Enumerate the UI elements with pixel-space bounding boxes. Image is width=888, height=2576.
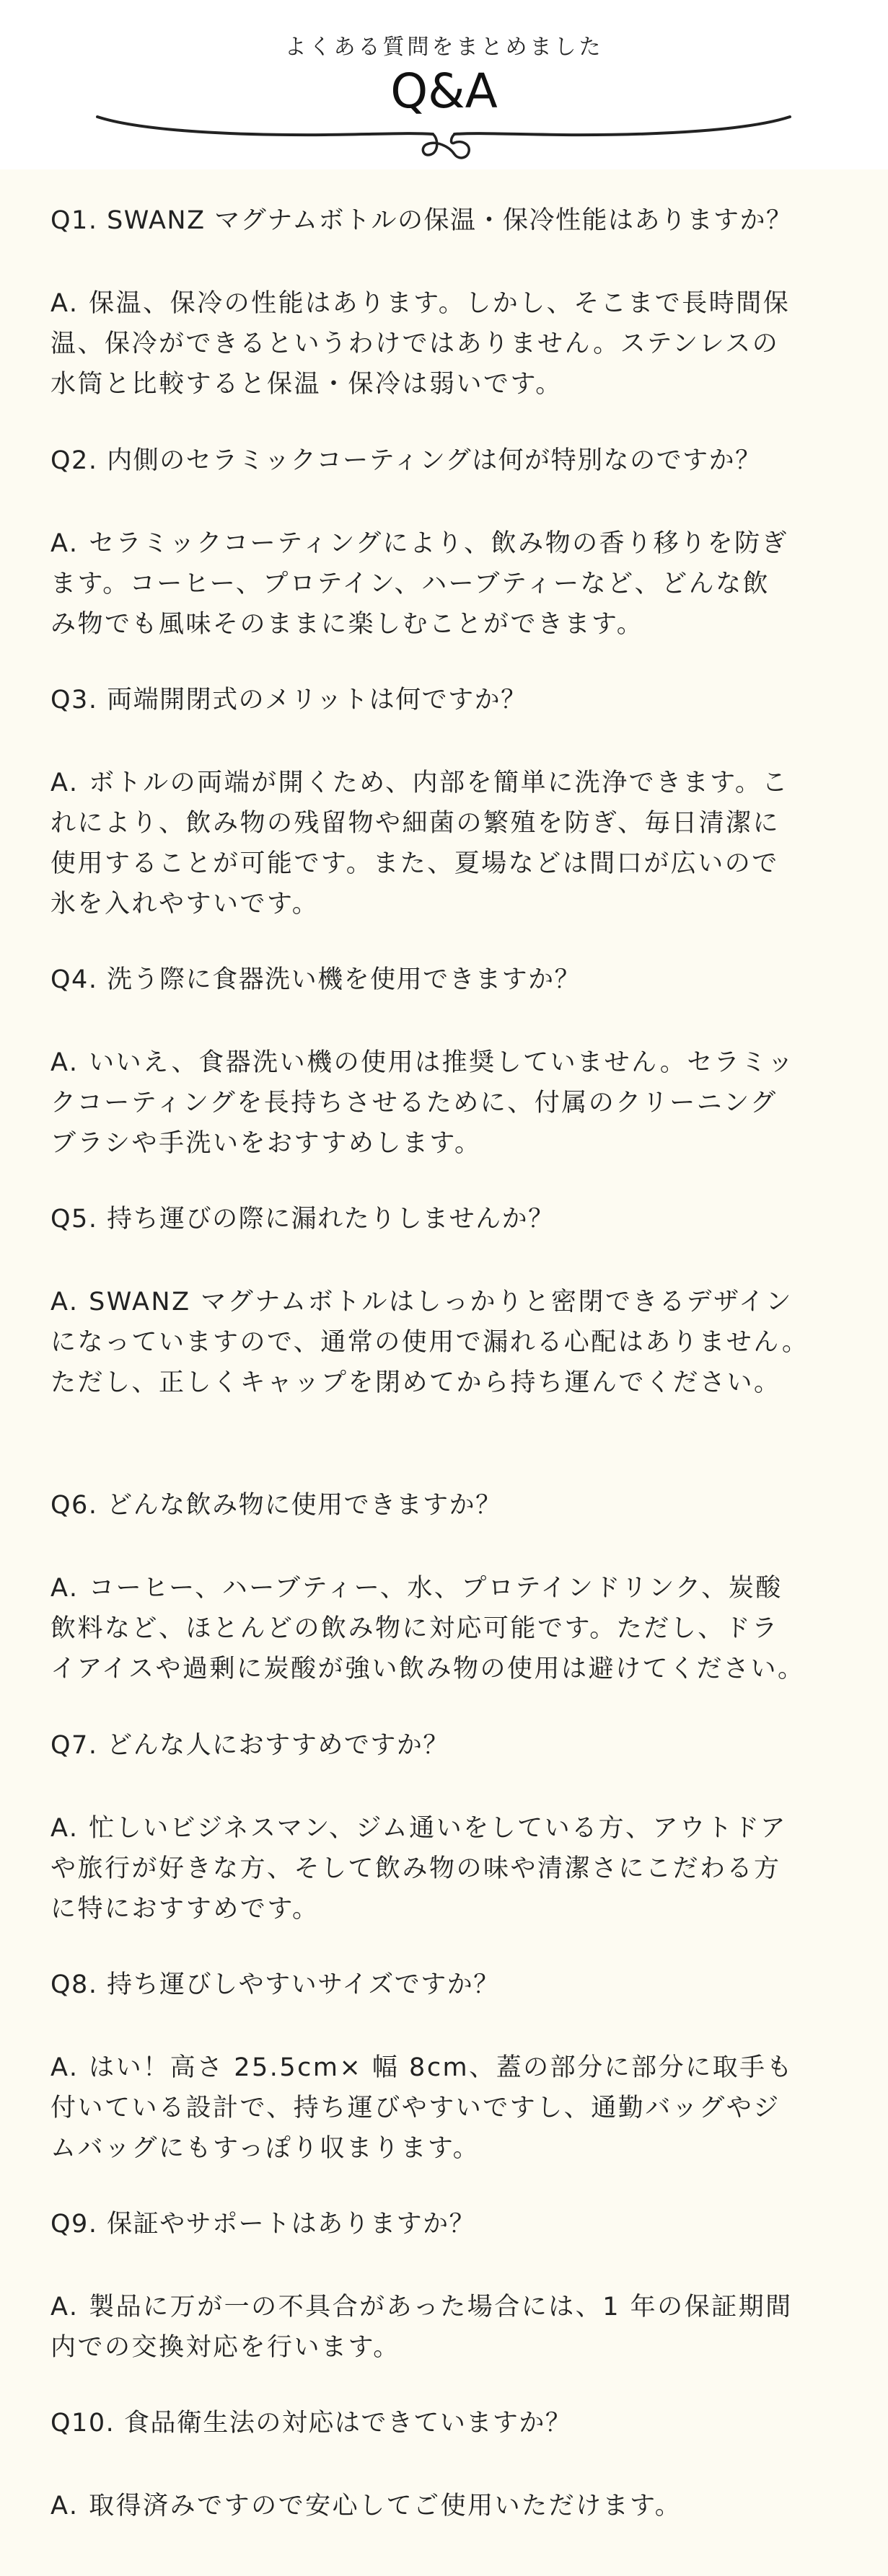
question-5: Q5. 持ち運びの際に漏れたりしませんか？	[50, 1205, 555, 1234]
qa-item-4	[50, 961, 844, 1158]
question-8: Q8. 持ち運びしやすいサイズですか？	[50, 1970, 500, 1999]
answer-1-line: 水筒と比較すると保温・保冷は弱いです。	[50, 370, 563, 399]
question-3: Q3. 両端開閉式のメリットは何ですか？	[50, 686, 527, 714]
answer-6-line: 飲料など、ほとんどの飲み物に対応可能です。ただし、ドラ	[50, 1614, 779, 1643]
answer-2	[50, 523, 844, 645]
answer-1-line: A. 保温、保冷の性能はあります。しかし、そこまで長時間保	[50, 289, 791, 318]
answer-4-line: A. いいえ、食器洗い機の使用は推奨していません。セラミッ	[50, 1048, 795, 1077]
answer-5-line: A. SWANZ マグナムボトルはしっかりと密閉できるデザイン	[50, 1288, 794, 1316]
question-1: Q1. SWANZ マグナムボトルの保温・保冷性能はありますか？	[50, 206, 793, 235]
question-6: Q6. どんな飲み物に使用できますか？	[50, 1491, 502, 1520]
answer-4-line: クコーティングを長持ちさせるために、付属のクリーニング	[50, 1089, 778, 1117]
answer-8-line: ムバッグにもすっぽり収まります。	[50, 2134, 480, 2163]
question-4: Q4. 洗う際に食器洗い機を使用できますか？	[50, 965, 581, 994]
question-2: Q2. 内側のセラミックコーティングは何が特別なのですか？	[50, 446, 762, 475]
answer-3	[50, 763, 844, 924]
answer-2-line: み物でも風味そのままに楽しむことができます。	[50, 610, 644, 639]
answer-3-line: れにより、飲み物の残留物や細菌の繁殖を防ぎ、毎日清潔に	[50, 809, 781, 838]
page-header	[0, 0, 888, 169]
answer-6-line: A. コーヒー、ハーブティー、水、プロテインドリンク、炭酸	[50, 1574, 783, 1603]
answer-3-line: 使用することが可能です。また、夏場などは間口が広いので	[50, 849, 779, 878]
answer-5-line: になっていますので、通常の使用で漏れる心配はありません。	[50, 1328, 809, 1357]
qa-item-9	[50, 2205, 844, 2362]
answer-5	[50, 1282, 844, 1403]
answer-7-line: に特におすすめです。	[50, 1895, 320, 1924]
answer-6-line: イアイスや過剰に炭酸が強い飲み物の使用は避けてください。	[50, 1655, 805, 1683]
answer-1	[50, 283, 844, 404]
qa-item-6	[50, 1487, 844, 1683]
qa-item-1	[50, 202, 844, 399]
question-9: Q9. 保証やサポートはありますか？	[50, 2210, 476, 2239]
answer-7-line: A. 忙しいビジネスマン、ジム通いをしている方、アウトドア	[50, 1814, 788, 1843]
answer-4-line: ブラシや手洗いをおすすめします。	[50, 1129, 482, 1158]
answer-8-line: A. はい！高さ 25.5cm× 幅 8cm、蓋の部分に部分に取手も	[50, 2053, 794, 2082]
qa-item-7	[50, 1727, 844, 1924]
flourish-divider-icon	[94, 101, 794, 166]
question-10: Q10. 食品衛生法の対応はできていますか？	[50, 2409, 572, 2438]
qa-section	[0, 169, 888, 2576]
qa-item-2	[50, 442, 844, 639]
answer-5-line: ただし、正しくキャップを閉めてから持ち運んでください。	[50, 1368, 781, 1397]
page-title: Q&A	[390, 63, 498, 119]
answer-4	[50, 1043, 844, 1164]
answer-3-line: A. ボトルの両端が開くため、内部を簡単に洗浄できます。こ	[50, 769, 789, 797]
question-7: Q7. どんな人におすすめですか？	[50, 1731, 449, 1760]
qa-item-3	[50, 681, 844, 919]
answer-9-line: 内での交換対応を行います。	[50, 2333, 400, 2362]
answer-8	[50, 2048, 844, 2169]
answer-3-line: 氷を入れやすいです。	[50, 890, 320, 919]
answer-8-line: 付いている設計で、持ち運びやすいですし、通勤バッグやジ	[50, 2094, 781, 2123]
answer-9-line: A. 製品に万が一の不具合があった場合には、1 年の保証期間	[50, 2293, 793, 2322]
answer-9	[50, 2287, 844, 2368]
answer-7-line: や旅行が好きな方、そして飲み物の味や清潔さにこだわる方	[50, 1854, 781, 1883]
qa-item-5	[50, 1200, 844, 1397]
answer-1-line: 温、保冷ができるというわけではありません。ステンレスの	[50, 329, 780, 358]
answer-2-line: A. セラミックコーティングにより、飲み物の香り移りを防ぎ	[50, 529, 789, 558]
header-subtitle: よくある質問をまとめました	[284, 35, 604, 60]
qa-item-10	[50, 2404, 844, 2520]
qa-item-8	[50, 1966, 844, 2163]
answer-10	[50, 2486, 844, 2526]
answer-7	[50, 1808, 844, 1929]
answer-2-line: ます。コーヒー、プロテイン、ハーブティーなど、どんな飲	[50, 570, 770, 598]
answer-10-line: A. 取得済みですので安心してご使用いただけます。	[50, 2492, 682, 2520]
answer-6	[50, 1568, 844, 1689]
